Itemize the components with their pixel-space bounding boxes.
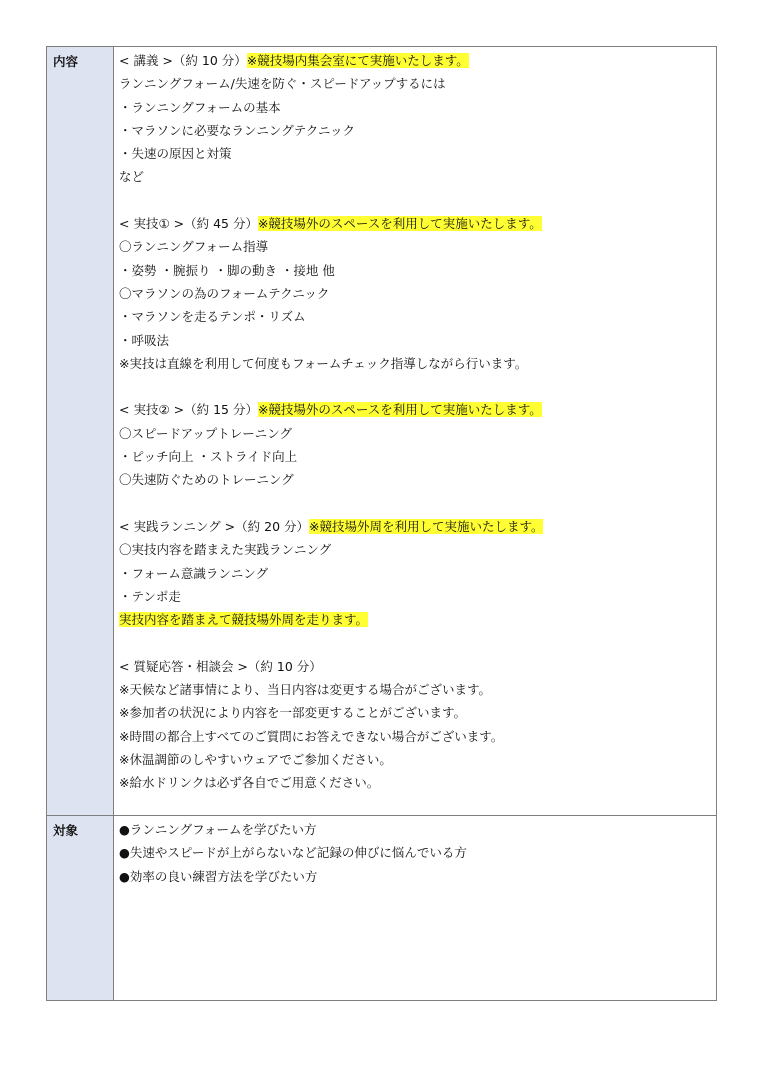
line-text: ※給水ドリンクは必ず各自でご用意ください。 (119, 775, 380, 791)
line-text: < 講義 >（約 10 分） (119, 53, 247, 68)
line-text: ・フォーム意識ランニング (119, 565, 269, 581)
text-line (119, 212, 716, 235)
line-text: など (119, 169, 145, 185)
section-label: 内容 (53, 54, 79, 69)
line-text: ・ピッチ向上 ・ストライド向上 (119, 449, 298, 465)
text-line (119, 608, 716, 631)
section-content-cell (114, 47, 717, 816)
content-lines (114, 47, 716, 795)
text-line (119, 352, 716, 375)
line-text: ※時間の都合上すべてのご質問にお答えできない場合がございます。 (119, 728, 504, 744)
line-text: < 実践ランニング >（約 20 分） (119, 518, 309, 534)
section-row-target (47, 816, 717, 1001)
text-line (119, 585, 716, 608)
highlighted-note: ※競技場外周を利用して実施いたします。 (309, 518, 544, 534)
text-line (119, 259, 716, 282)
text-line (119, 818, 716, 841)
text-line (119, 865, 716, 888)
highlighted-note: ※競技場外のスペースを利用して実施いたします。 (257, 216, 542, 232)
blank-line (119, 631, 716, 654)
highlighted-note: ※競技場外のスペースを利用して実施いたします。 (257, 402, 542, 418)
text-line (119, 422, 716, 445)
blank-line (119, 375, 716, 398)
line-text: ランニングフォーム/失速を防ぐ・スピードアップするには (119, 76, 446, 92)
line-text: ・姿勢 ・腕振り ・脚の動き ・接地 他 (119, 262, 335, 278)
section-label-cell (47, 47, 114, 816)
line-text: 〇失速防ぐためのトレーニング (119, 472, 294, 488)
blank-line (119, 492, 716, 515)
text-line (119, 538, 716, 561)
line-text: ・マラソンに必要なランニングテクニック (119, 122, 356, 138)
text-line (119, 771, 716, 794)
line-text: ※参加者の状況により内容を一部変更することがございます。 (119, 705, 466, 721)
text-line (119, 329, 716, 352)
line-text: ●ランニングフォームを学びたい方 (119, 822, 317, 837)
highlighted-note: 実技内容を踏まえて競技場外周を走ります。 (119, 612, 369, 628)
line-text: ・呼吸法 (119, 332, 170, 348)
text-line (119, 655, 716, 678)
text-line (119, 235, 716, 258)
text-line (119, 398, 716, 421)
text-line (119, 562, 716, 585)
line-text: ●効率の良い練習方法を学びたい方 (119, 868, 318, 884)
text-line (119, 748, 716, 771)
line-text: 〇ランニングフォーム指導 (119, 239, 269, 255)
section-label-cell (47, 816, 114, 1001)
line-text: ・マラソンを走るテンポ・リズム (119, 309, 306, 325)
text-line (119, 96, 716, 119)
line-text: ※休温調節のしやすいウェアでご参加ください。 (119, 751, 392, 767)
text-line (119, 468, 716, 491)
text-line (119, 142, 716, 165)
line-text: 〇実技内容を踏まえた実践ランニング (119, 542, 332, 558)
text-line (119, 165, 716, 188)
line-text: 〇スピードアップトレーニング (119, 425, 293, 441)
event-detail-table (46, 46, 717, 1001)
blank-line (119, 189, 716, 212)
line-text: ・失速の原因と対策 (119, 146, 232, 162)
target-lines (114, 816, 716, 888)
line-text: ・テンポ走 (119, 588, 181, 604)
line-text: < 実技② >（約 15 分） (119, 402, 258, 418)
text-line (119, 49, 716, 72)
text-line (119, 72, 716, 95)
line-text: ※天候など諸事情により、当日内容は変更する場合がございます。 (119, 682, 491, 698)
line-text: 〇マラソンの為のフォームテクニック (119, 285, 330, 301)
text-line (119, 701, 716, 724)
text-line (119, 305, 716, 328)
text-line (119, 725, 716, 748)
line-text: ※実技は直線を利用して何度もフォームチェック指導しながら行います。 (119, 355, 528, 371)
section-row-content (47, 47, 717, 816)
highlighted-note: ※競技場内集会室にて実施いたします。 (246, 53, 469, 68)
text-line (119, 515, 716, 538)
line-text: < 質疑応答・相談会 >（約 10 分） (119, 658, 322, 674)
text-line (119, 445, 716, 468)
section-content-cell (114, 816, 717, 1001)
text-line (119, 678, 716, 701)
section-label: 対象 (53, 823, 79, 838)
text-line (119, 841, 716, 864)
text-line (119, 282, 716, 305)
line-text: ・ランニングフォームの基本 (119, 99, 281, 115)
text-line (119, 119, 716, 142)
line-text: ●失速やスピードが上がらないなど記録の伸びに悩んでいる方 (119, 845, 467, 861)
line-text: < 実技① >（約 45 分） (119, 216, 258, 232)
